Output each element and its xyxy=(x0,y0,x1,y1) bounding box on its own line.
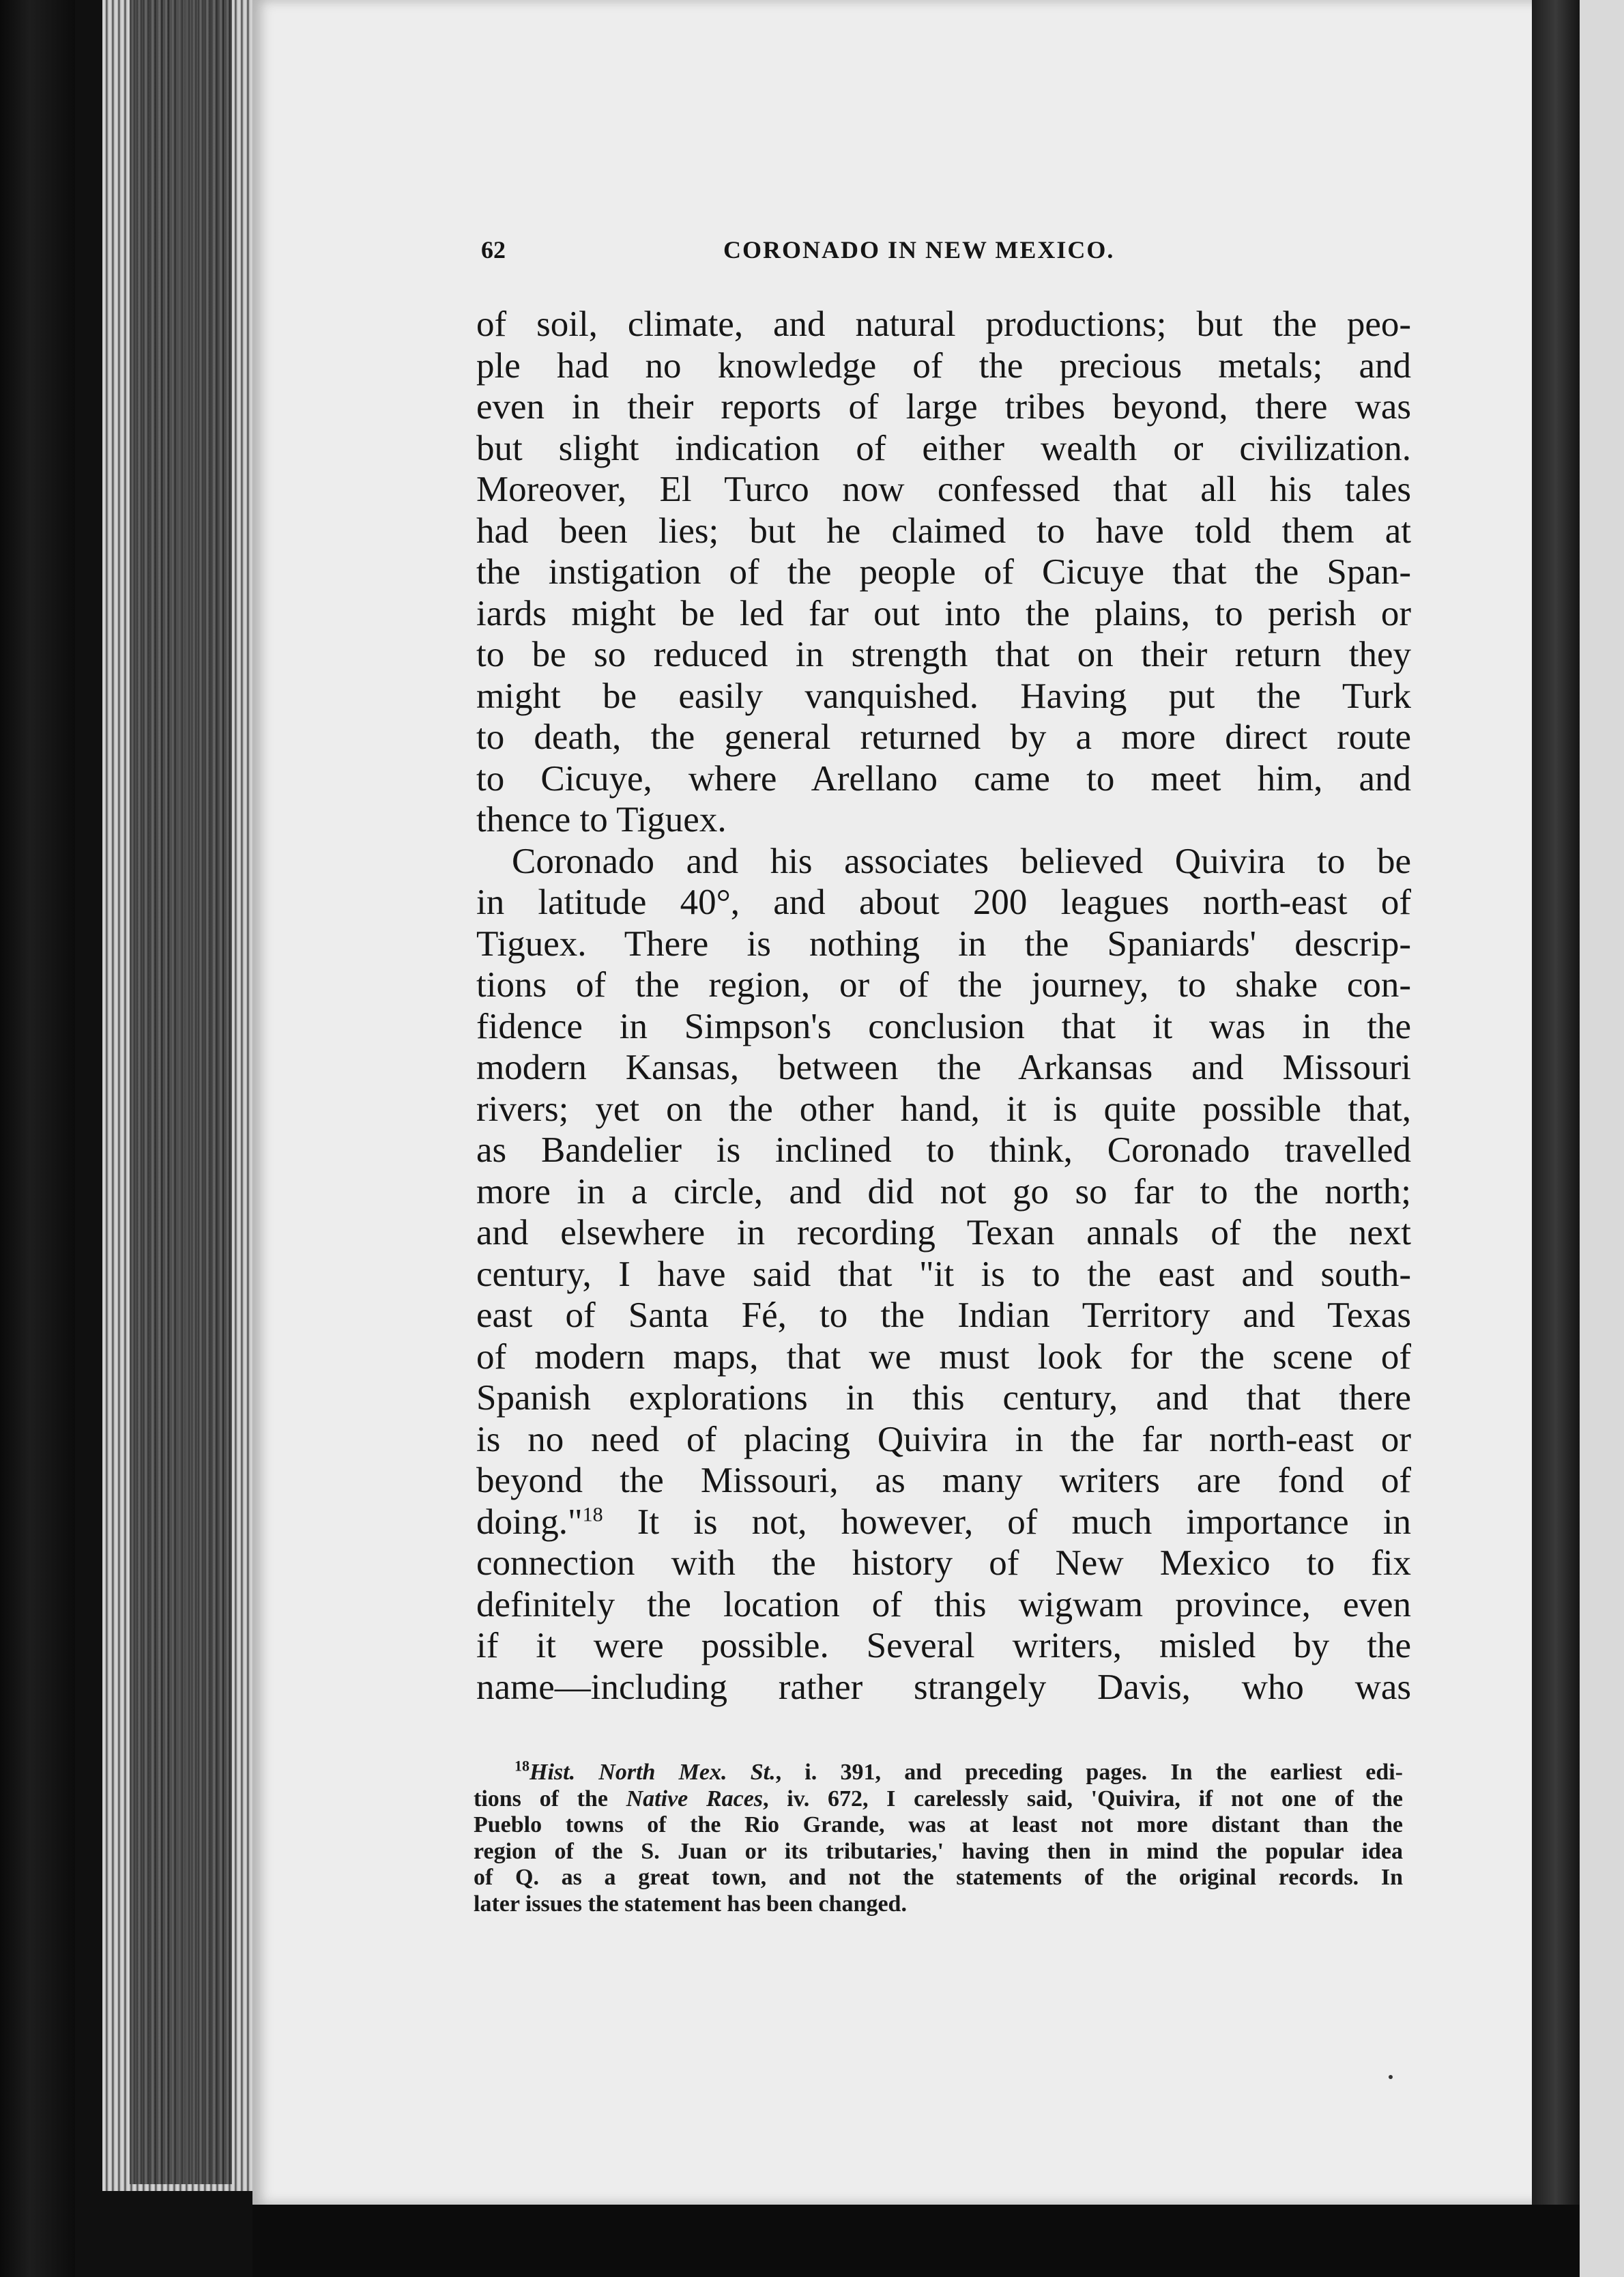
text-line: definitely the location of this wigwam province, even xyxy=(476,1584,1411,1624)
text-line: even in their reports of large tribes beyond, there was xyxy=(476,387,1411,427)
scan-bottom-border xyxy=(252,2205,1580,2277)
footnote-line xyxy=(474,1757,1403,1786)
text-line: Spanish explorations in this century, and that there xyxy=(476,1378,1411,1418)
text-fragment: , iv. 672, I carelessly said, 'Quivira, if not one of the xyxy=(763,1786,1403,1811)
text-line: fidence in Simpson's conclusion that it was in the xyxy=(476,1006,1411,1046)
facing-page-edge xyxy=(1580,0,1624,2277)
text-line: rivers; yet on the other hand, it is quite possible that, xyxy=(476,1089,1411,1129)
footnote-citation: Hist. North Mex. St. xyxy=(530,1760,776,1785)
footnote-line: of Q. as a great town, and not the statements of the original records. In xyxy=(474,1865,1403,1890)
page-stack-shadow xyxy=(130,0,232,2184)
body-text xyxy=(476,304,1411,1708)
footnote xyxy=(474,1757,1403,1917)
text-line: ple had no knowledge of the precious metals; and xyxy=(476,345,1411,386)
footnote-reference: 18 xyxy=(582,1502,603,1526)
text-fragment: tions of the xyxy=(474,1786,626,1811)
footnote-line: later issues the statement has been changed. xyxy=(474,1891,907,1917)
text-line: east of Santa Fé, to the Indian Territory and Texas xyxy=(476,1295,1411,1335)
text-line: name—including rather strangely Davis, who was xyxy=(476,1667,1411,1707)
text-line: Moreover, El Turco now confessed that all his tales xyxy=(476,470,1411,509)
footnote-marker: 18 xyxy=(514,1757,530,1775)
text-line: if it were possible. Several writers, misled by the xyxy=(476,1626,1411,1665)
text-fragment: doing." xyxy=(476,1502,583,1542)
text-fragment: , i. 391, and preceding pages. In the earliest edi- xyxy=(775,1760,1403,1785)
text-line: tions of the region, or of the journey, to shake con- xyxy=(476,965,1411,1005)
text-line: of modern maps, that we must look for the scene of xyxy=(476,1336,1411,1377)
text-line: and elsewhere in recording Texan annals of the next xyxy=(476,1213,1411,1252)
text-line: to be so reduced in strength that on their return they xyxy=(476,635,1411,674)
text-line: more in a circle, and did not go so far to the north; xyxy=(476,1171,1411,1212)
text-line: to death, the general returned by a more direct route xyxy=(476,717,1411,757)
text-line: Coronado and his associates believed Quivira to be xyxy=(512,841,1411,881)
text-line: the instigation of the people of Cicuye that the Span- xyxy=(476,552,1411,592)
ink-speck xyxy=(1389,2075,1393,2079)
text-line xyxy=(476,1502,1411,1543)
footnote-citation: Native Races xyxy=(626,1786,764,1811)
footnote-line: region of the S. Juan or its tributaries,' having then in mind the popular idea xyxy=(474,1838,1403,1864)
text-line: as Bandelier is inclined to think, Coronado travelled xyxy=(476,1130,1411,1170)
text-line: had been lies; but he claimed to have told them at xyxy=(476,511,1411,551)
page-header xyxy=(481,235,1409,270)
book-cover-edge xyxy=(0,0,75,2277)
text-line: connection with the history of New Mexico to fix xyxy=(476,1543,1411,1583)
text-line: Tiguex. There is nothing in the Spaniards' descrip- xyxy=(476,923,1411,964)
text-line: in latitude 40°, and about 200 leagues north-east of xyxy=(476,883,1411,922)
text-line: modern Kansas, between the Arkansas and Missouri xyxy=(476,1048,1411,1087)
text-line: to Cicuye, where Arellano came to meet him, and xyxy=(476,758,1411,799)
text-fragment: It is not, however, of much importance in xyxy=(637,1502,1412,1542)
text-line: is no need of placing Quivira in the far north-east or xyxy=(476,1419,1411,1459)
running-head: CORONADO IN NEW MEXICO. xyxy=(723,236,1115,263)
text-line: beyond the Missouri, as many writers are fond of xyxy=(476,1461,1411,1500)
text-line: of soil, climate, and natural productions; but the peo- xyxy=(476,304,1411,344)
text-line: iards might be led far out into the plains, to perish or xyxy=(476,593,1411,633)
right-binding-edge xyxy=(1532,0,1580,2205)
text-line: century, I have said that "it is to the east and south- xyxy=(476,1254,1411,1294)
page-number: 62 xyxy=(481,236,506,263)
text-line: might be easily vanquished. Having put the Turk xyxy=(476,676,1411,716)
text-line: thence to Tiguex. xyxy=(476,800,727,840)
footnote-line xyxy=(474,1786,1403,1813)
text-line: but slight indication of either wealth or civilization. xyxy=(476,428,1411,468)
footnote-line: Pueblo towns of the Rio Grande, was at least not more distant than the xyxy=(474,1812,1403,1837)
